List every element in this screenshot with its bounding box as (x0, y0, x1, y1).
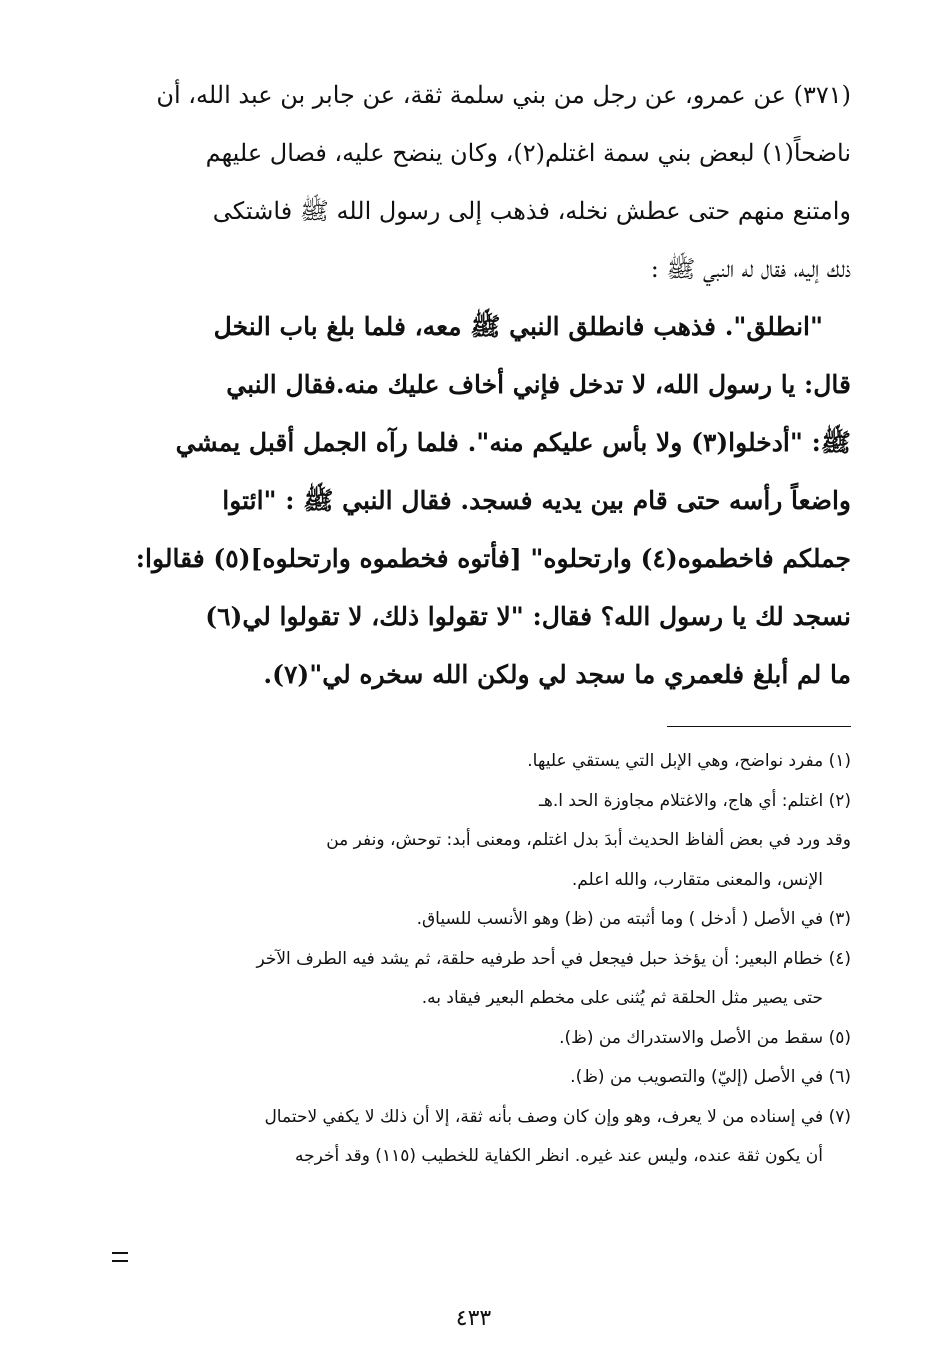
hadith-intro-line: (٣٧١) عن عمرو، عن رجل من بني سلمة ثقة، عن جابر بن عبد الله، أن (156, 81, 851, 109)
footnote-7: (٧) في إسناده من لا يعرف، وهو وإن كان وصف بأنه ثقة، إلا أن ذلك لا يكفي لاحتمال (264, 1106, 851, 1127)
hadith-quote-line: "انطلق". فذهب فانطلق النبي ﷺ معه، فلما بلغ باب النخل (213, 312, 823, 341)
footnote-2-continuation: وقد ورد في بعض ألفاظ الحديث أبدَ بدل اغتلم، ومعنى أبد: توحش، ونفر من (326, 830, 851, 850)
footnote-4: (٤) خطام البعير: أن يؤخذ حبل فيجعل في أحد طرفيه حلقة، ثم يشد فيه الطرف الآخر (256, 948, 851, 969)
continuation-mark (112, 1252, 128, 1262)
hadith-quote-line: نسجد لك يا رسول الله؟ فقال: "لا تقولوا ذلك، لا تقولوا لي(٦) (205, 602, 851, 631)
hadith-number: (٣٧١) (785, 81, 851, 109)
hadith-intro-line: ناضحاً(١) لبعض بني سمة اغتلم(٢)، وكان ينضح عليه، فصال عليهم (205, 139, 851, 167)
footnote-3: (٣) في الأصل ( أدخل ) وما أثبته من (ظ) وهو الأنسب للسياق. (416, 909, 851, 929)
footnote-2-continuation: الإنس، والمعنى متقارب، والله اعلم. (571, 869, 823, 890)
hadith-quote-line: واضعاً رأسه حتى قام بين يديه فسجد. فقال النبي ﷺ : "ائتوا (222, 486, 851, 515)
hadith-quote-line: ﷺ: "أدخلوا(٣) ولا بأس عليكم منه". فلما رآه الجمل أقبل يمشي (175, 428, 851, 457)
footnote-7-continuation: أن يكون ثقة عنده، وليس عند غيره. انظر الكفاية للخطيب (١١٥) وقد أخرجه (295, 1146, 823, 1166)
footnote-1: (١) مفرد نواضح، وهي الإبل التي يستقي عليها. (527, 751, 851, 771)
hadith-quote-line: قال: يا رسول الله، لا تدخل فإني أخاف عليك منه.فقال النبي (226, 370, 851, 399)
footnote-6: (٦) في الأصل (إليّ) والتصويب من (ظ). (570, 1067, 851, 1087)
footnote-2: (٢) اغتلم: أي هاج، والاغتلام مجاوزة الحد ا.هـ (538, 790, 851, 811)
hadith-intro-line: وامتنع منهم حتى عطش نخله، فذهب إلى رسول الله ﷺ فاشتكى (212, 197, 851, 225)
footnote-5: (٥) سقط من الأصل والاستدراك من (ظ). (559, 1027, 851, 1048)
footnote-4-continuation: حتى يصير مثل الحلقة ثم يُثنى على مخطم البعير فيقاد به. (421, 988, 823, 1008)
hadith-quote-line: جملكم فاخطموه(٤) وارتحلوه" [فأتوه فخطموه وارتحلوه](٥) فقالوا: (135, 544, 851, 573)
hadith-quote-line: ما لم أبلغ فلعمري ما سجد لي ولكن الله سخره لي"(٧). (263, 660, 851, 689)
footnotes (103, 742, 851, 1177)
hadith-text (103, 66, 851, 704)
hadith-intro-line: ذلك إليه، فقال له النبي ﷺ : (650, 255, 851, 283)
footnote-divider (667, 726, 851, 727)
page-number: ٤٣٣ (455, 1306, 492, 1331)
